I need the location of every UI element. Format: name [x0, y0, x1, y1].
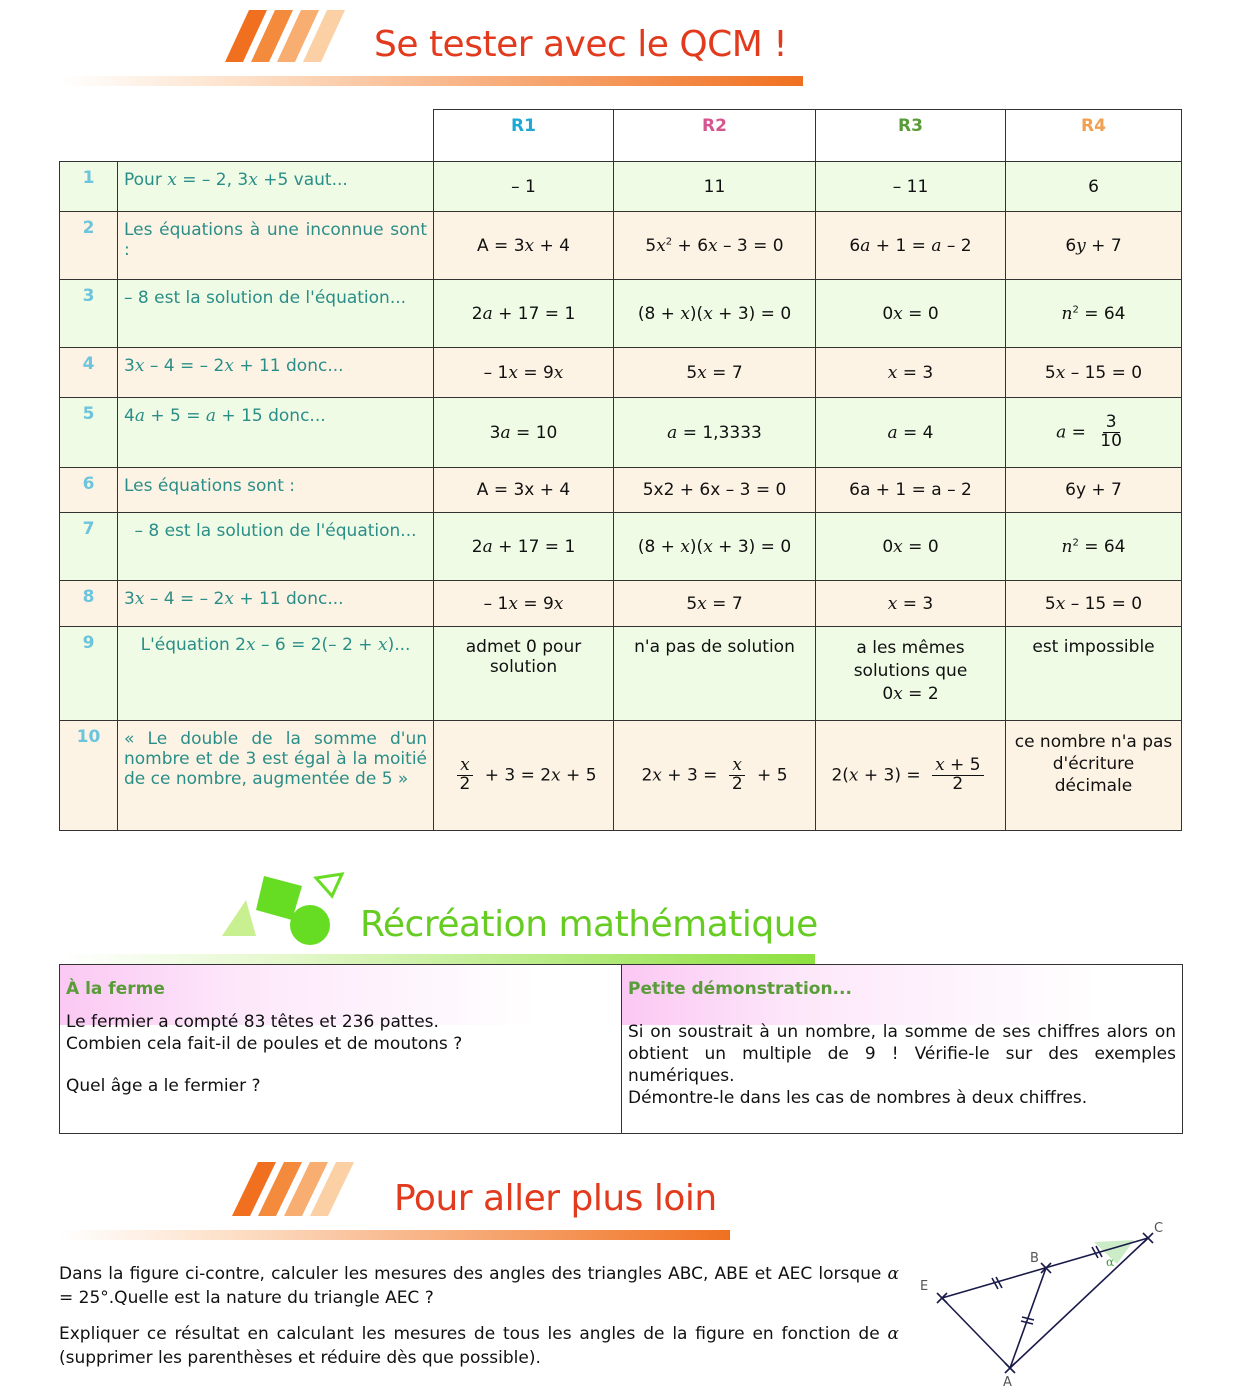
question-text: Les équations à une inconnue sont :: [118, 212, 434, 280]
ferme-panel: [60, 965, 621, 1133]
header-r3: R3: [816, 110, 1006, 162]
geometric-shapes-icon: [218, 870, 348, 950]
answer-r3: x = 3: [816, 348, 1006, 398]
answer-r2: 11: [614, 162, 816, 212]
demonstration-text: Démontre-le dans les cas de nombres à deux chiffres.: [628, 1088, 1088, 1108]
answer-r4: 5x – 15 = 0: [1006, 348, 1182, 398]
answer-r1: admet 0 pour solution: [434, 627, 614, 721]
header-r4: R4: [1006, 110, 1182, 162]
answer-r4: $n^2 = 64$: [1006, 280, 1182, 348]
point-label-a: A: [1003, 1375, 1012, 1390]
question-number: 6: [60, 468, 118, 513]
question-number: 7: [60, 513, 118, 581]
table-row: [60, 162, 1182, 212]
question-text: 4a + 5 = a + 15 donc...: [118, 398, 434, 468]
table-row: [60, 627, 1182, 721]
answer-r4: ce nombre n'a pas d'écriture décimale: [1006, 721, 1182, 831]
ferme-title: À la ferme: [66, 979, 165, 999]
exercise-paragraph: Dans la figure ci-contre, calculer les mesures des angles des triangles ABC, ABE et AEC lorsque α = 25°.Quelle est la nature du triangle AEC ?: [59, 1264, 899, 1308]
question-number: 1: [60, 162, 118, 212]
header-r2: R2: [614, 110, 816, 162]
table-row: [60, 212, 1182, 280]
answer-r4: est impossible: [1006, 627, 1182, 721]
answer-r2: (8 + x)(x + 3) = 0: [614, 280, 816, 348]
answer-r1: – 1x = 9x: [434, 348, 614, 398]
qcm-title: Se tester avec le QCM !: [374, 24, 788, 65]
answer-r1: – 1x = 9x: [434, 581, 614, 627]
question-text: – 8 est la solution de l'équation...: [118, 280, 434, 348]
answer-r4: 6: [1006, 162, 1182, 212]
answer-r2: $5x^2 + 6x - 3 = 0$: [614, 212, 816, 280]
stripes-icon: [232, 1162, 368, 1218]
demonstration-text: Si on soustrait à un nombre, la somme de ses chiffres alors on obtient un multiple de 9 ! Vérifie-le sur des exemples numériques.: [628, 1022, 1176, 1086]
angle-label-alpha: α: [1106, 1255, 1115, 1269]
answer-r4: $n^2 = 64$: [1006, 513, 1182, 581]
answer-r4: 6y + 7: [1006, 468, 1182, 513]
fraction: $\frac{3}{10}$: [1100, 412, 1122, 451]
fraction: $\frac{x}{2}$: [456, 757, 473, 794]
answer-r3: 6a + 1 = a – 2: [816, 212, 1006, 280]
answer-r3: a les mêmes solutions que 0x = 2: [816, 627, 1006, 721]
answer-r1: – 1: [434, 162, 614, 212]
answer-r3: 0x = 0: [816, 513, 1006, 581]
answer-r1: A = 3x + 4: [434, 468, 614, 513]
question-text: L'équation 2x – 6 = 2(– 2 + x)...: [118, 627, 434, 721]
table-row: [60, 280, 1182, 348]
answer-r4: a = $\frac{3}{10}$: [1006, 398, 1182, 468]
answer-r4: 6y + 7: [1006, 212, 1182, 280]
answer-r1: A = 3x + 4: [434, 212, 614, 280]
recreation-title-underline: [62, 954, 815, 964]
answer-r2: a = 1,3333: [614, 398, 816, 468]
point-label-c: C: [1154, 1221, 1164, 1236]
answer-r2: 5x2 + 6x – 3 = 0: [614, 468, 816, 513]
table-row: [60, 348, 1182, 398]
answer-r3: 2(x + 3) = $\frac{x + 5}{2}$: [816, 721, 1006, 831]
question-text: 3x – 4 = – 2x + 11 donc...: [118, 348, 434, 398]
loin-title-underline: [60, 1230, 730, 1240]
question-number: 2: [60, 212, 118, 280]
header-r1: R1: [434, 110, 614, 162]
answer-r3: 6a + 1 = a – 2: [816, 468, 1006, 513]
answer-r4: 5x – 15 = 0: [1006, 581, 1182, 627]
demonstration-title: Petite démonstration...: [628, 979, 852, 999]
question-number: 9: [60, 627, 118, 721]
stripes-icon: [225, 10, 355, 64]
answer-r2: (8 + x)(x + 3) = 0: [614, 513, 816, 581]
answer-r1: 3a = 10: [434, 398, 614, 468]
answer-r2: 2x + 3 = $\frac{x}{2}$ + 5: [614, 721, 816, 831]
question-number: 3: [60, 280, 118, 348]
fraction: $\frac{x + 5}{2}$: [932, 757, 983, 794]
table-row: [60, 398, 1182, 468]
question-text: 3x – 4 = – 2x + 11 donc...: [118, 581, 434, 627]
answer-r1: 2a + 17 = 1: [434, 513, 614, 581]
table-row: [60, 721, 1182, 831]
question-text: Pour x = – 2, 3x +5 vaut...: [118, 162, 434, 212]
answer-r3: – 11: [816, 162, 1006, 212]
qcm-table: [59, 109, 1182, 831]
question-number: 8: [60, 581, 118, 627]
question-text: Les équations sont :: [118, 468, 434, 513]
question-number: 5: [60, 398, 118, 468]
recreation-box: [59, 964, 1183, 1134]
point-label-e: E: [920, 1279, 929, 1294]
answer-r2: 5x = 7: [614, 581, 816, 627]
question-number: 10: [60, 721, 118, 831]
table-row: [60, 468, 1182, 513]
answer-r2: n'a pas de solution: [614, 627, 816, 721]
question-number: 4: [60, 348, 118, 398]
table-row: [60, 513, 1182, 581]
triangle-figure: [912, 1218, 1172, 1390]
question-text: – 8 est la solution de l'équation...: [118, 513, 434, 581]
qcm-header-row: [60, 110, 1182, 162]
answer-r3: 0x = 0: [816, 280, 1006, 348]
answer-r2: 5x = 7: [614, 348, 816, 398]
point-label-b: B: [1030, 1251, 1039, 1266]
answer-r1: $\frac{x}{2}$ + 3 = 2x + 5: [434, 721, 614, 831]
qcm-title-underline: [60, 76, 803, 86]
question-text: « Le double de la somme d'un nombre et de 3 est égal à la moitié de ce nombre, augmentée de 5 »: [118, 721, 434, 831]
table-row: [60, 581, 1182, 627]
ferme-line: Le fermier a compté 83 têtes et 236 pattes.: [66, 1012, 439, 1032]
ferme-line: Combien cela fait-il de poules et de moutons ?: [66, 1034, 463, 1054]
answer-r1: 2a + 17 = 1: [434, 280, 614, 348]
answer-r3: x = 3: [816, 581, 1006, 627]
ferme-line: Quel âge a le fermier ?: [66, 1076, 261, 1096]
answer-r3: a = 4: [816, 398, 1006, 468]
recreation-title: Récréation mathématique: [360, 904, 818, 945]
demonstration-panel: [621, 965, 1182, 1133]
loin-title: Pour aller plus loin: [394, 1178, 717, 1219]
fraction: $\frac{x}{2}$: [729, 757, 746, 794]
exercise-paragraph: Expliquer ce résultat en calculant les mesures de tous les angles de la figure en fonction de α (supprimer les parenthèses et réduire dès que possible).: [59, 1324, 899, 1368]
